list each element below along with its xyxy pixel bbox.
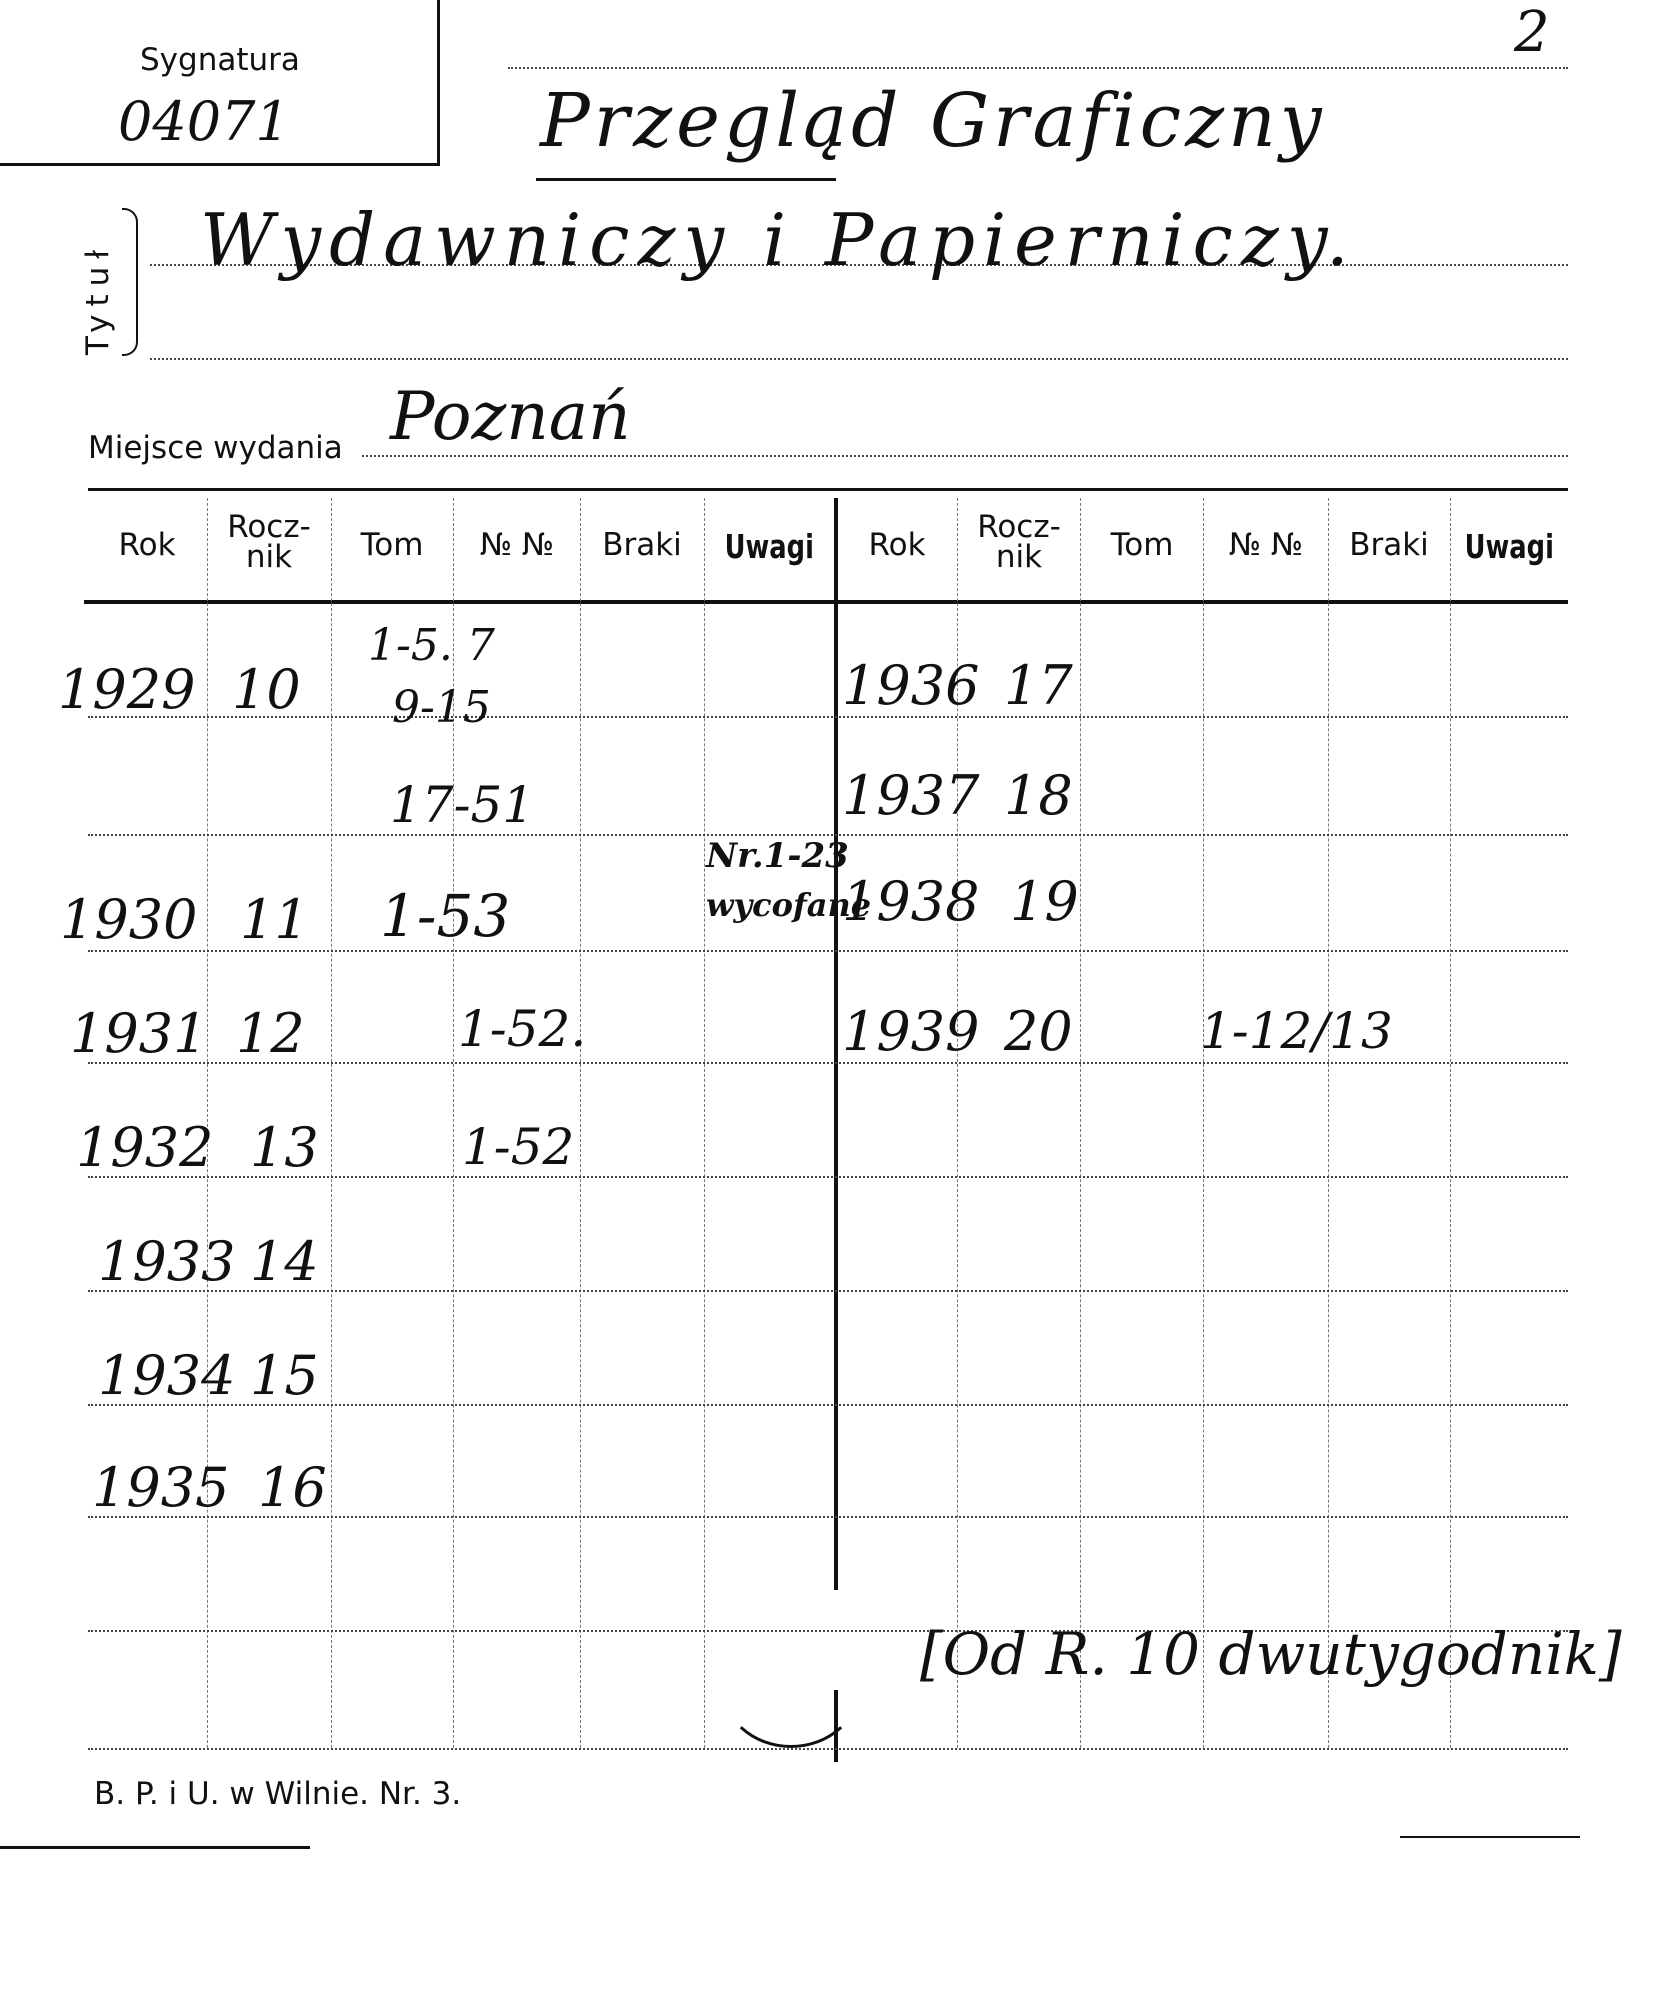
cell-numery: 1-53 [380,882,511,950]
signature-value: 04071 [118,90,290,153]
title-line-1 [508,67,1568,69]
signature-label: Sygnatura [140,42,300,78]
header-rok: Rok [868,527,926,563]
cell-numery: 1-52. [458,1000,587,1058]
header-tom: Tom [360,527,424,563]
row-rule [88,1062,1568,1064]
col-sep [1080,498,1081,1748]
title-line-3 [150,358,1568,360]
cell-numery: 17-51 [390,776,535,834]
title-underline [536,178,836,181]
cell-rocznik: 16 [258,1456,327,1519]
cell-rok: 1934 [98,1344,236,1407]
table-center-divider [834,498,838,1590]
table-top-rule [88,488,1568,491]
cell-rok: 1930 [60,888,198,951]
footer-text: B. P. i U. w Wilnie. Nr. 3. [94,1776,462,1812]
cell-numery: 9-15 [392,682,491,733]
cell-rok: 1931 [70,1002,208,1065]
cell-rocznik: 14 [250,1230,319,1293]
cell-rocznik: 11 [240,888,309,951]
cell-uwagi: Nr.1-23 [706,836,849,876]
header-uwagi: Uwagi [724,527,814,566]
col-sep [580,498,581,1748]
col-sep [1203,498,1204,1748]
row-rule [88,716,1568,718]
cell-rocznik: 17 [1004,654,1073,717]
header-braki: Braki [1349,527,1429,563]
row-rule [88,1748,1568,1750]
cell-rok: 1938 [842,870,980,933]
place-label: Miejsce wydania [88,430,343,466]
title-label: Tytuł [80,241,116,355]
col-sep [331,498,332,1748]
header-rok: Rok [118,527,176,563]
header-numery: № № [479,527,555,563]
cell-rok: 1929 [58,658,196,721]
col-sep [1450,498,1451,1748]
cell-rok: 1939 [842,1000,980,1063]
cell-rocznik: 12 [236,1002,305,1065]
title-line1-text: Przegląd Graficzny [540,78,1326,164]
header-rocznik: Rocz- nik [227,509,311,575]
cell-rocznik: 20 [1004,1000,1073,1063]
cell-rocznik: 15 [250,1344,319,1407]
header-braki: Braki [602,527,682,563]
place-value: Poznań [390,378,631,455]
bottom-edge-left [0,1846,310,1849]
place-line [362,455,1568,457]
header-numery: № № [1228,527,1304,563]
row-rule [88,950,1568,952]
cell-rok: 1937 [842,764,980,827]
title-line2-text: Wydawniczy i Papierniczy. [200,198,1357,282]
cell-numery: 1-12/13 [1200,1002,1393,1060]
cell-rok: 1932 [76,1116,214,1179]
cell-rok: 1933 [98,1230,236,1293]
col-sep [704,498,705,1748]
cell-rocznik: 19 [1010,870,1079,933]
bottom-edge-right [1400,1836,1580,1838]
cell-rok: 1936 [842,654,980,717]
cell-rocznik: 13 [250,1116,319,1179]
cell-uwagi: wycofane [706,886,872,924]
col-sep [1328,498,1329,1748]
title-brace [122,208,138,356]
punch-hole [720,1620,862,1748]
cell-rok: 1935 [92,1456,230,1519]
header-uwagi: Uwagi [1464,527,1555,566]
bottom-note: [Od R. 10 dwutygodnik] [920,1620,1622,1688]
header-rocznik: Rocz- nik [977,509,1061,575]
cell-rocznik: 10 [232,658,301,721]
table-header-rule [84,600,1568,604]
page-number: 2 [1514,0,1550,65]
cell-numery: 1-5. 7 [368,620,495,671]
cell-rocznik: 18 [1004,764,1073,827]
cell-numery: 1-52 [462,1118,575,1176]
header-tom: Tom [1110,527,1174,563]
